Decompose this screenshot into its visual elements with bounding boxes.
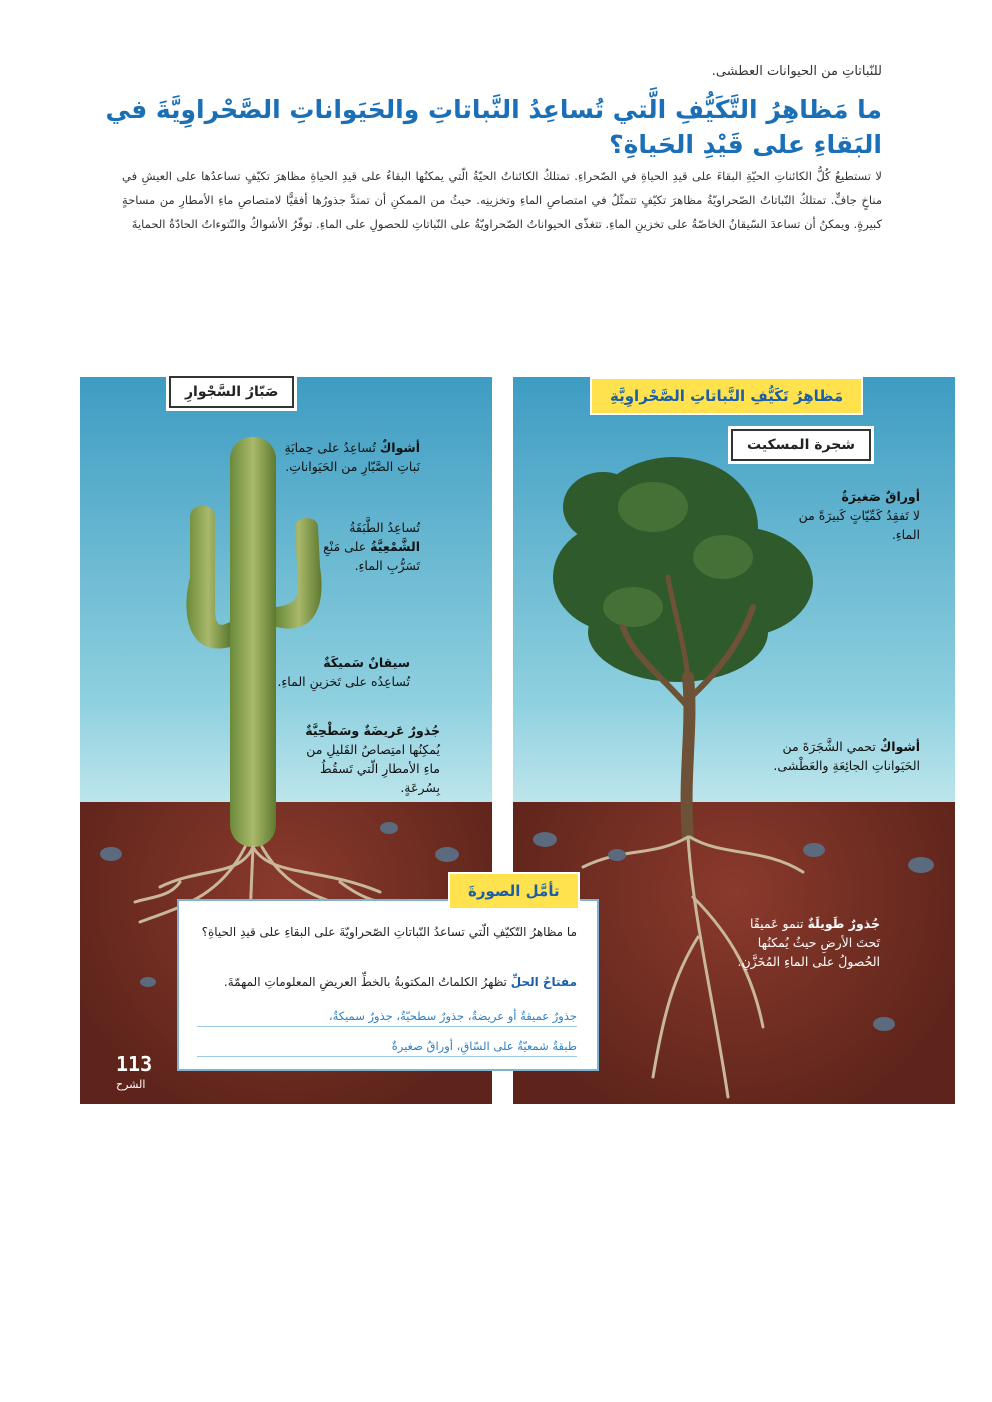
answer-line-2: طبقةٌ شمعيّةٌ على السّاقِ، أوراقٌ صغيرةٌ xyxy=(197,1039,577,1057)
note-stem-title: سيقانٌ سَميكَةٌ xyxy=(323,655,410,670)
note-spines xyxy=(270,438,420,476)
page-heading: ما مَظاهِرُ التَّكَيُّفِ الَّتي تُساعِدُ النَّباتاتِ والحَيَواناتِ الصَّحْراوِيَّةَ في البَقاءِ على قَيْدِ الحَياةِ؟ xyxy=(105,95,882,159)
note-deep-roots xyxy=(730,914,880,971)
intro-paragraph: لا تستطيعُ كُلُّ الكائناتِ الحيّةِ البقاءَ على قيدِ الحياةِ في الصّحراءِ. تمتلكُ الكائناتُ الحيّةُ الّتي يمكنُها البقاءُ على قيدِ الحياةِ مظاهرَ تكيّفٍ تساعدُها على العيشِ في مناخٍ جافٍّ. تمتلكُ النّباتاتُ الصّحراويّةُ مظاهرَ تكيّفٍ تتمثّلُ في امتصاصِ الماءِ وتخزينِه. حيثُ من الممكنِ أن تمتدَّ جذورُها أفقيًّا لامتصاصِ ماءِ الأمطارِ من مساحةٍ كبيرةٍ. ويمكنُ أن تساعدَ السّيقانُ الخاصّةُ على تخزينِ الماءِ. تتغذّى الحيواناتُ الصّحراويّةُ على النّباتاتِ للحصولِ على الماءِ. توفّرُ الأشواكُ والنّتوءاتُ الحادّةُ الحمايةَ xyxy=(122,169,882,231)
note-shallow-roots xyxy=(290,721,440,797)
answer-line-1: جذورٌ عميقةٌ أو عريضةٌ، جذورٌ سطحيّةٌ، جذورٌ سميكةٌ، xyxy=(197,1009,577,1027)
continued-text: للنّباتاتِ من الحيوانات العطشى. xyxy=(711,64,882,79)
hint-text: تظهرُ الكلماتُ المكتوبةُ بالخطِّ العريضِ المعلوماتِ المهمّةَ. xyxy=(223,975,507,989)
note-wax xyxy=(300,518,420,575)
rock xyxy=(873,1017,895,1031)
rock xyxy=(608,849,626,861)
tree-label: شجرة المسكيت xyxy=(731,429,871,461)
note-shallow-title: جُذورٌ عَريضَةٌ وسَطْحِيَّةٌ xyxy=(305,723,440,738)
note-spines-title: أشواكٌ xyxy=(379,440,420,455)
note-leaves xyxy=(780,487,920,544)
note-roots-title: جُذورٌ طَويلَةٌ xyxy=(807,916,880,931)
note-roots-body: تنمو عَميقًا تَحتَ الأرضِ حيثُ يُمكنُها الحُصولُ على الماءِ المُخَزَّنِ. xyxy=(737,916,880,969)
note-wax-pre: تُساعِدُ الطَّبَقَةُ xyxy=(349,520,420,535)
note-thorns-title: أشواكٌ xyxy=(879,739,920,754)
page-number: 113 xyxy=(116,1052,153,1076)
rock xyxy=(380,822,398,834)
question-box xyxy=(177,899,599,1071)
rock xyxy=(100,847,122,861)
note-stem xyxy=(270,653,410,691)
rock xyxy=(908,857,934,873)
note-spines-body: تُساعِدُ على حِمايَةِ نَباتِ الصَّبّارِ من الحَيَواناتِ. xyxy=(284,440,420,474)
note-stem-body: تُساعِدُه على تَخزينِ الماءِ. xyxy=(277,674,410,689)
rock xyxy=(803,843,825,857)
note-thorns-body: تحمي الشَّجَرَةَ من الحَيَواناتِ الجائِعَةِ والعَطْشى. xyxy=(773,739,920,773)
rock xyxy=(140,977,156,987)
adaptations-banner: مَظاهِرُ تَكَيُّفِ النَّباتاتِ الصَّحْراوِيَّةِ xyxy=(590,377,863,415)
question-title: تأمَّل الصورةَ xyxy=(448,872,580,910)
note-shallow-body: يُمكِنُها امتِصاصُ القَليلِ من ماءِ الأمطارِ الّتي تَسقُطُ بِسُرعَةٍ. xyxy=(306,742,440,795)
hint-label: مفتاحُ الحلِّ xyxy=(510,975,577,989)
hint xyxy=(197,973,577,991)
cactus-label: صَبّارُ السَّجْوارِ xyxy=(169,376,294,408)
note-wax-post: على مَنْعِ تَسَرُّبِ الماءِ. xyxy=(323,539,420,573)
note-thorns xyxy=(770,737,920,775)
rock xyxy=(533,832,557,847)
question-text: ما مظاهرُ التّكيّفِ الّتي تساعدُ النّباتاتِ الصّحراويّةَ على البقاءِ على قيدِ الحياةِ؟ xyxy=(201,925,577,939)
rock xyxy=(435,847,459,862)
section-label: الشرح xyxy=(116,1078,146,1091)
note-wax-title: الشَّمْعِيَّةُ xyxy=(370,539,420,554)
note-leaves-title: أوراقٌ صَغيرَةٌ xyxy=(841,489,920,504)
note-leaves-body: لا تَفقِدُ كَمِّيّاتٍ كَبيرَةً من الماءِ. xyxy=(798,508,920,542)
